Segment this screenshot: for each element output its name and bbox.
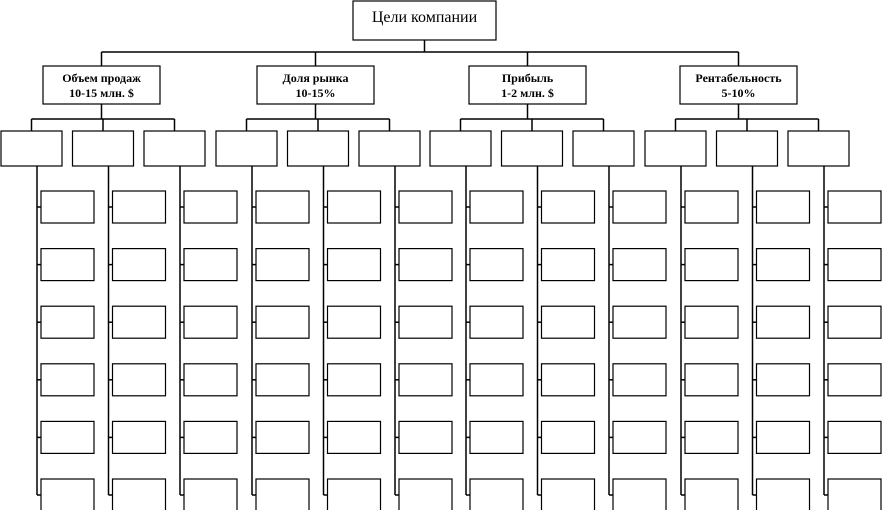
task-box bbox=[41, 191, 94, 223]
goal-target: 1-2 млн. $ bbox=[501, 86, 554, 100]
subgoal-box bbox=[788, 131, 849, 166]
task-box bbox=[613, 249, 666, 281]
task-box bbox=[757, 364, 810, 396]
task-box bbox=[828, 364, 881, 396]
task-box bbox=[685, 421, 738, 453]
task-box bbox=[470, 306, 523, 338]
task-box bbox=[328, 306, 381, 338]
subgoal-box bbox=[717, 131, 778, 166]
subgoal-box bbox=[502, 131, 563, 166]
task-box bbox=[542, 306, 595, 338]
task-box bbox=[828, 306, 881, 338]
task-box bbox=[399, 191, 452, 223]
subgoal-box bbox=[359, 131, 420, 166]
task-box bbox=[613, 364, 666, 396]
task-box bbox=[328, 421, 381, 453]
task-box bbox=[41, 479, 94, 510]
subgoal-box bbox=[1, 131, 62, 166]
task-box bbox=[470, 191, 523, 223]
task-box bbox=[113, 479, 166, 510]
task-box bbox=[328, 191, 381, 223]
task-box bbox=[685, 306, 738, 338]
task-box bbox=[184, 306, 237, 338]
goal-title: Рентабельность bbox=[695, 71, 782, 85]
task-box bbox=[328, 249, 381, 281]
root-goal-label: Цели компании bbox=[371, 9, 478, 26]
task-box bbox=[184, 364, 237, 396]
task-box bbox=[399, 364, 452, 396]
task-box bbox=[113, 306, 166, 338]
task-box bbox=[328, 479, 381, 510]
task-box bbox=[828, 249, 881, 281]
task-box bbox=[757, 479, 810, 510]
task-box bbox=[685, 191, 738, 223]
task-box bbox=[685, 479, 738, 510]
subgoal-box bbox=[216, 131, 277, 166]
task-box bbox=[828, 479, 881, 510]
task-box bbox=[613, 191, 666, 223]
task-box bbox=[757, 421, 810, 453]
task-box bbox=[256, 479, 309, 510]
goal-target: 10-15 млн. $ bbox=[69, 86, 134, 100]
task-box bbox=[399, 421, 452, 453]
task-box bbox=[685, 364, 738, 396]
subgoal-box bbox=[288, 131, 349, 166]
task-box bbox=[184, 479, 237, 510]
task-box bbox=[113, 364, 166, 396]
task-box bbox=[41, 306, 94, 338]
task-box bbox=[685, 249, 738, 281]
task-box bbox=[542, 191, 595, 223]
goal-target: 5-10% bbox=[721, 86, 756, 100]
subgoal-box bbox=[144, 131, 205, 166]
task-box bbox=[613, 479, 666, 510]
subgoal-box bbox=[645, 131, 706, 166]
goal-title: Прибыль bbox=[501, 71, 554, 85]
subgoal-box bbox=[73, 131, 134, 166]
task-box bbox=[613, 421, 666, 453]
task-box bbox=[256, 249, 309, 281]
task-box bbox=[542, 364, 595, 396]
task-box bbox=[470, 479, 523, 510]
task-box bbox=[113, 249, 166, 281]
task-box bbox=[41, 249, 94, 281]
diagram-labels bbox=[62, 9, 782, 100]
goal-target: 10-15% bbox=[295, 86, 336, 100]
task-box bbox=[757, 191, 810, 223]
task-box bbox=[542, 421, 595, 453]
goal-title: Объем продаж bbox=[62, 71, 141, 85]
task-box bbox=[757, 306, 810, 338]
task-box bbox=[184, 421, 237, 453]
task-box bbox=[399, 306, 452, 338]
task-box bbox=[613, 306, 666, 338]
task-box bbox=[41, 364, 94, 396]
task-box bbox=[256, 191, 309, 223]
task-box bbox=[470, 421, 523, 453]
task-box bbox=[256, 306, 309, 338]
task-box bbox=[470, 249, 523, 281]
task-box bbox=[399, 479, 452, 510]
task-box bbox=[328, 364, 381, 396]
task-box bbox=[542, 479, 595, 510]
task-box bbox=[184, 249, 237, 281]
task-box bbox=[184, 191, 237, 223]
task-box bbox=[542, 249, 595, 281]
subgoal-box bbox=[430, 131, 491, 166]
subgoal-box bbox=[573, 131, 634, 166]
task-box bbox=[113, 421, 166, 453]
task-box bbox=[757, 249, 810, 281]
task-box bbox=[828, 421, 881, 453]
goal-title: Доля рынка bbox=[282, 71, 349, 85]
task-box bbox=[256, 364, 309, 396]
task-box bbox=[828, 191, 881, 223]
task-box bbox=[399, 249, 452, 281]
task-box bbox=[470, 364, 523, 396]
task-box bbox=[256, 421, 309, 453]
task-box bbox=[113, 191, 166, 223]
task-box bbox=[41, 421, 94, 453]
